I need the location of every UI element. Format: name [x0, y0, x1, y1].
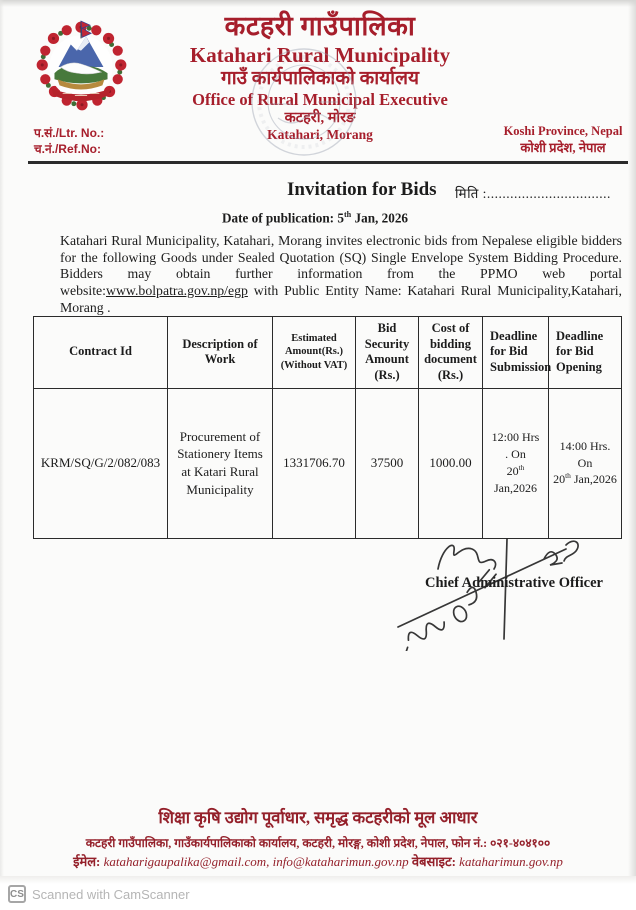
col-header-contract-id: Contract Id	[34, 317, 168, 389]
paragraph-text-after-link: with Public Entity Name: Katahari Rural Municipality,Katahari, Morang .	[60, 283, 622, 315]
submission-date	[487, 463, 544, 497]
col-header-deadline-opening: Deadline for Bid Opening	[549, 317, 622, 389]
header-divider	[28, 161, 628, 164]
cell-description: Procurement of Stationery Items at Katari Rural Municipality	[168, 388, 273, 538]
municipality-name-english: Katahari Rural Municipality	[189, 43, 451, 68]
province-nepali: कोशी प्रदेश, नेपाल	[520, 139, 606, 155]
col-header-estimated-amount: Estimated Amount(Rs.) (Without VAT)	[273, 317, 356, 389]
submission-day: 20	[506, 464, 519, 478]
email-addresses: kataharigaupalika@gmail.com, info@kataharimun.gov.np	[103, 854, 409, 870]
ltr-no-label: प.सं./Ltr. No.:	[34, 126, 105, 140]
scan-edge-top	[0, 0, 636, 7]
publication-date-suffix: Jan, 2026	[351, 210, 409, 226]
submission-month-year: Jan,2026	[494, 480, 537, 495]
cell-document-cost: 1000.00	[419, 388, 483, 538]
submission-ordinal: th	[518, 463, 525, 472]
place-english: Katahari, Morang	[267, 126, 373, 142]
cell-contract-id: KRM/SQ/G/2/082/083	[34, 388, 168, 538]
bid-table-header-row	[34, 317, 622, 389]
signatory-title: Chief Administrative Officer	[425, 575, 603, 591]
cell-bid-security: 37500	[356, 388, 419, 538]
letter-footer	[0, 808, 636, 870]
office-name-nepali: गाउँ कार्यपालिकाको कार्यालय	[221, 67, 419, 89]
footer-contact	[0, 854, 636, 870]
cell-deadline-submission	[483, 388, 549, 538]
scan-edge-left	[0, 0, 4, 884]
invitation-paragraph	[60, 233, 622, 316]
opening-on: On	[577, 455, 593, 470]
website-url: kataharimun.gov.np	[459, 854, 563, 870]
ref-no-label: च.नं./Ref.No:	[34, 141, 101, 156]
opening-ordinal: th	[565, 471, 571, 481]
notice-title: Invitation for Bids	[287, 179, 437, 200]
municipality-name-nepali: कटहरी गाउँपालिका	[224, 11, 416, 41]
miti-date-line: मिति :................................	[455, 186, 611, 201]
footer-slogan: शिक्षा कृषि उद्योग पूर्वाधार, समृद्ध कटहरीको मूल आधार	[158, 808, 478, 827]
paragraph-text-before-link: Katahari Rural Municipality, Katahari, Morang invites electronic bids from Nepalese eligible bidders for the following Goods under Sealed Quotation (SQ) Single Envelope System Bidding Procedure. Bidders may obtain further information from the PPMO web portal website:	[60, 233, 622, 299]
reference-numbers	[34, 126, 104, 157]
col-header-deadline-submission: Deadline for Bid Submission	[483, 317, 549, 389]
submission-on: . On	[505, 447, 526, 462]
scan-edge-bottom	[0, 876, 636, 884]
signature-block	[380, 533, 632, 651]
opening-day: 20	[553, 472, 566, 487]
submission-time: 12:00 Hrs	[491, 430, 540, 445]
camscanner-badge-icon: CS	[8, 885, 26, 903]
publication-date-ordinal: th	[343, 210, 352, 219]
nepal-government-emblem-icon	[30, 16, 132, 118]
cell-deadline-opening	[549, 388, 622, 538]
cell-estimated-amount: 1331706.70	[273, 388, 356, 538]
province-block	[492, 124, 634, 156]
office-name-english: Office of Rural Municipal Executive	[192, 90, 448, 110]
bid-table-row	[34, 388, 622, 538]
letterhead	[120, 12, 520, 142]
publication-date-prefix: Date of publication: 5	[221, 210, 344, 226]
province-english: Koshi Province, Nepal	[503, 124, 623, 138]
footer-address: कटहरी गाउँपालिका, गाउँकार्यपालिकाको कार्यालय, कटहरी, मोरङ्ग, कोशी प्रदेश, नेपाल, फोन नं.: ०२१-४०४१००	[85, 835, 551, 850]
email-label: ईमेल:	[73, 854, 101, 870]
handwritten-signature	[380, 533, 632, 651]
opening-time: 14:00 Hrs.	[559, 438, 611, 453]
col-header-bid-security: Bid Security Amount (Rs.)	[356, 317, 419, 389]
opening-month-year: Jan,2026	[570, 472, 617, 487]
bid-table	[33, 316, 622, 539]
camscanner-label: Scanned with CamScanner	[32, 887, 190, 902]
website-label: वेबसाइट:	[411, 854, 456, 870]
publication-date	[0, 210, 630, 226]
col-header-description: Description of Work	[168, 317, 273, 389]
ppmo-portal-link: www.bolpatra.gov.np/egp	[105, 283, 248, 299]
col-header-document-cost: Cost of bidding document (Rs.)	[419, 317, 483, 389]
opening-date	[553, 471, 617, 488]
place-nepali: कटहरी, मोरङ	[284, 110, 356, 127]
